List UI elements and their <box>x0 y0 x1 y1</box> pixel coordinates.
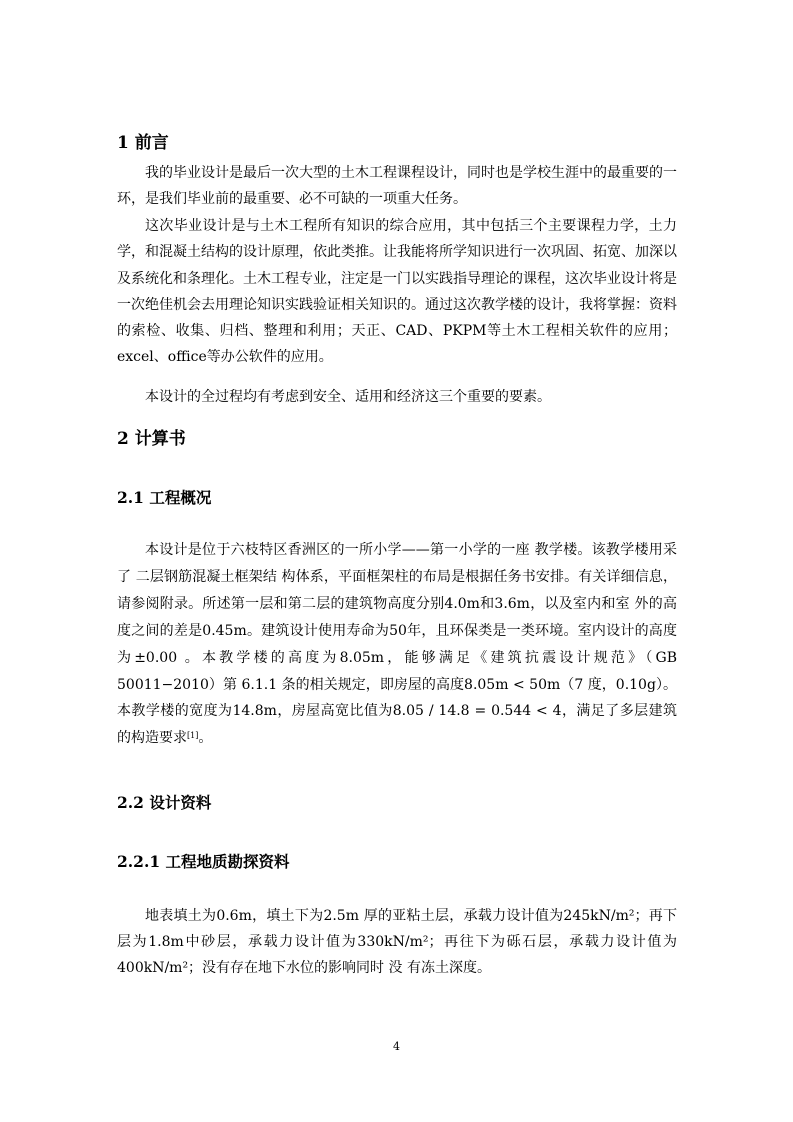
geology-paragraph: 地表填土为0.6m，填土下为2.5m 厚的亚粘土层，承载力设计值为245kN/m²；再下层为1.8m中砂层，承载力设计值为330kN/m²；再往下为砾石层，承载力设计值为400kN/m²；没有存在地下水位的影响同时 没 有冻土深度。 <box>117 908 677 976</box>
citation-mark: [1] <box>187 731 199 741</box>
overview-paragraph <box>117 537 677 752</box>
section-heading-preface: 1 前言 <box>117 133 169 153</box>
preface-paragraph-1: 我的毕业设计是最后一次大型的土木工程课程设计，同时也是学校生涯中的最重要的一环，是我们毕业前的最重要、必不可缺的一项重大任务。 <box>117 165 677 208</box>
subsection-heading-geology: 2.2.1 工程地质勘探资料 <box>117 852 290 871</box>
overview-text-end: 。 <box>198 730 213 747</box>
overview-text: 本设计是位于六枝特区香洲区的一所小学——第一小学的一座 教学楼。该教学楼用采了 二层钢筋混凝土框架结 构体系，平面框架柱的布局是根据任务书安排。有关详细信息，请参阅附录。所述第一层和第二层的建筑物高度分别4.0m和3.6m，以及室内和室 外的高度之间的差是0.45m。建筑设计使用寿命为50年，且环保类是一类环境。室内设计的高度为±0.00 。本教学楼的高度为8.05m，能够满足《建筑抗震设计规范》（GB 50011−2010）第 6.1.1 条的相关规定，即房屋的高度8.05m < 50m（7 度，0.10g）。本教学楼的宽度为14.8m，房屋高宽比值为8.05 / 14.8 = 0.544 < 4，满足了多层建筑的构造要求 <box>117 542 677 747</box>
subsection-heading-design-data: 2.2 设计资料 <box>117 793 212 812</box>
preface-paragraph-3: 本设计的全过程均有考虑到安全、适用和经济这三个重要的要素。 <box>145 389 551 405</box>
section-heading-calculation: 2 计算书 <box>117 429 186 449</box>
preface-paragraph-2: 这次毕业设计是与土木工程所有知识的综合应用，其中包括三个主要课程力学，土力学，和混凝土结构的设计原理，依此类推。让我能将所学知识进行一次巩固、拓宽、加深以及系统化和条理化。土木工程专业，注定是一门以实践指导理论的课程，这次毕业设计将是一次绝佳机会去用理论知识实践验证相关知识的。通过这次教学楼的设计，我将掌握：资料的索检、收集、归档、整理和利用；天正、CAD、PKPM等土木工程相关软件的应用；excel、office等办公软件的应用。 <box>117 218 677 366</box>
subsection-heading-overview: 2.1 工程概况 <box>117 488 212 507</box>
page-number: 4 <box>393 1040 400 1053</box>
